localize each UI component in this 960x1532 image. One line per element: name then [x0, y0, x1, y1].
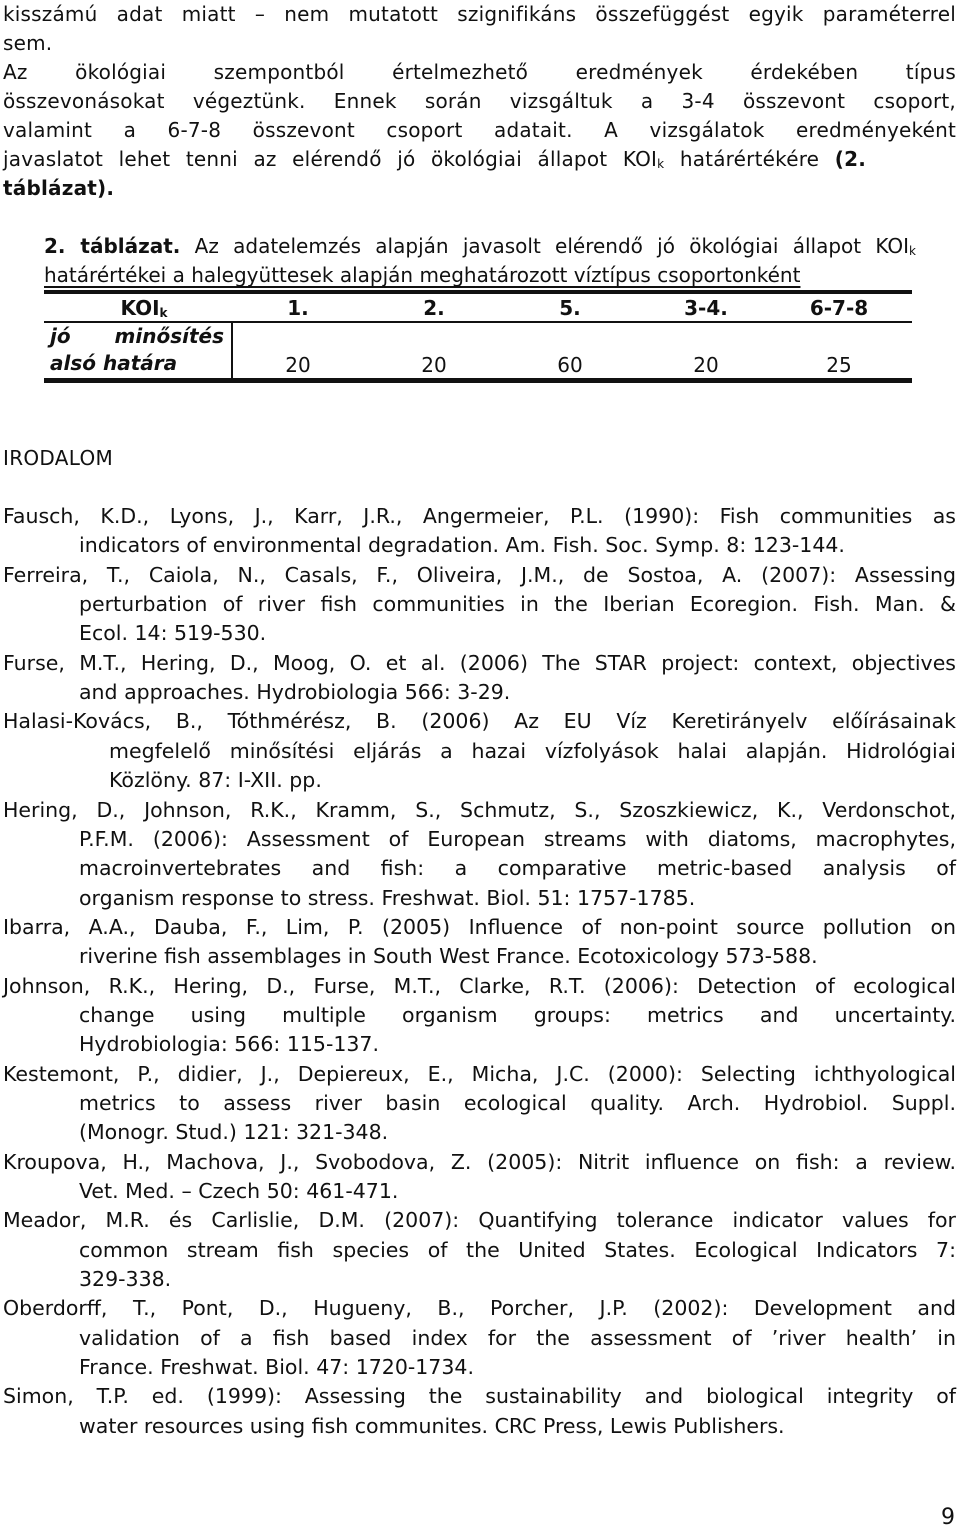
- intro-line-tail: határértékére: [664, 147, 835, 171]
- reference-entry-continuation: megfelelő minősítési eljárás a hazai vízfolyások halai alapján. Hidrológiai: [109, 739, 956, 763]
- reference-entry-continuation: water resources using fish communites. CRC Press, Lewis Publishers.: [79, 1414, 785, 1438]
- table-column-rule: [231, 323, 233, 380]
- reference-entry-first-line: Kroupova, H., Machova, J., Svobodova, Z. (2005): Nitrit influence on fish: a review.: [3, 1150, 956, 1174]
- reference-entry-continuation: validation of a fish based index for the assessment of ’river health’ in: [79, 1326, 956, 1350]
- reference-entry-continuation: macroinvertebrates and fish: a comparative metric-based analysis of: [79, 856, 956, 880]
- table-header-label: KOIk: [120, 296, 168, 320]
- reference-entry-continuation: 329-338.: [79, 1267, 172, 1291]
- reference-entry-first-line: Halasi-Kovács, B., Tóthmérész, B. (2006) Az EU Víz Keretirányelv előírásainak: [3, 709, 956, 733]
- reference-entry-continuation: organism response to stress. Freshwat. Biol. 51: 1757-1785.: [79, 886, 696, 910]
- table-header-cell: 6-7-8: [809, 296, 869, 320]
- table-header-cell: 2.: [423, 296, 445, 320]
- table-bottom-rule: [44, 378, 912, 383]
- table-reference: (2.: [834, 147, 867, 171]
- table-header-cell: 1.: [287, 296, 309, 320]
- table-reference: táblázat).: [3, 176, 115, 200]
- intro-line: sem.: [3, 31, 53, 55]
- subscript: k: [909, 244, 916, 258]
- threshold-table: [44, 290, 912, 384]
- table-value-cell: 60: [557, 353, 583, 377]
- intro-line-text: javaslatot lehet tenni az elérendő jó ökológiai állapot KOI: [3, 147, 658, 171]
- table-value-cell: 20: [421, 353, 447, 377]
- reference-entry-first-line: Hering, D., Johnson, R.K., Kramm, S., Schmutz, S., Szoszkiewicz, K., Verdonschot,: [3, 798, 956, 822]
- reference-entry-continuation: Vet. Med. – Czech 50: 461-471.: [79, 1179, 399, 1203]
- reference-entry-first-line: Simon, T.P. ed. (1999): Assessing the sustainability and biological integrity of: [3, 1384, 956, 1408]
- intro-line: összevonásokat végeztünk. Ennek során vizsgáltuk a 3-4 összevont csoport,: [3, 89, 956, 113]
- reference-entry-continuation: common stream fish species of the United States. Ecological Indicators 7:: [79, 1238, 956, 1262]
- reference-entry-first-line: Meador, M.R. és Carlislie, D.M. (2007): Quantifying tolerance indicator values for: [3, 1208, 956, 1232]
- table-caption-text: Az adatelemzés alapján javasolt elérendő jó ökológiai állapot KOI: [180, 234, 910, 258]
- reference-entry-continuation: Ecol. 14: 519-530.: [79, 621, 267, 645]
- reference-entry-continuation: change using multiple organism groups: metrics and uncertainty.: [79, 1003, 956, 1027]
- reference-entry-first-line: Fausch, K.D., Lyons, J., Karr, J.R., Angermeier, P.L. (1990): Fish communities as: [3, 504, 956, 528]
- table-caption-line2: határértékei a halegyüttesek alapján meghatározott víztípus csoportonként: [44, 263, 801, 287]
- reference-entry-first-line: Oberdorff, T., Pont, D., Hugueny, B., Porcher, J.P. (2002): Development and: [3, 1296, 956, 1320]
- reference-entry-continuation: metrics to assess river basin ecological quality. Arch. Hydrobiol. Suppl.: [79, 1091, 956, 1115]
- reference-entry-continuation: perturbation of river fish communities in the Iberian Ecoregion. Fish. Man. &: [79, 592, 956, 616]
- table-row-label: jó minősítés alsó határa: [50, 324, 224, 375]
- table-header-cell: 5.: [559, 296, 581, 320]
- table-value-cell: 20: [285, 353, 311, 377]
- reference-entry-continuation: (Monogr. Stud.) 121: 321-348.: [79, 1120, 389, 1144]
- intro-line: kisszámú adat miatt – nem mutatott szignifikáns összefüggést egyik paraméterrel: [3, 2, 956, 26]
- intro-line: valamint a 6-7-8 összevont csoport adatait. A vizsgálatok eredményeként: [3, 118, 956, 142]
- table-value-cell: 20: [693, 353, 719, 377]
- page-number: 9: [941, 1505, 955, 1530]
- table-top-rule: [44, 290, 912, 294]
- reference-entry-continuation: P.F.M. (2006): Assessment of European streams with diatoms, macrophytes,: [79, 827, 956, 851]
- reference-entry-first-line: Johnson, R.K., Hering, D., Furse, M.T., Clarke, R.T. (2006): Detection of ecological: [3, 974, 956, 998]
- reference-entry-continuation: Közlöny. 87: I-XII. pp.: [109, 768, 322, 792]
- intro-line: Az ökológiai szempontból értelmezhető eredmények érdekében típus: [3, 60, 956, 84]
- reference-entry-first-line: Ibarra, A.A., Dauba, F., Lim, P. (2005) Influence of non-point source pollution on: [3, 915, 956, 939]
- table-header-cell: 3-4.: [684, 296, 728, 320]
- reference-entry-first-line: Furse, M.T., Hering, D., Moog, O. et al. (2006) The STAR project: context, objectives: [3, 651, 956, 675]
- table-caption-number: 2. táblázat.: [44, 234, 181, 258]
- section-heading: IRODALOM: [3, 446, 114, 470]
- reference-entry-continuation: indicators of environmental degradation. Am. Fish. Soc. Symp. 8: 123-144.: [79, 533, 845, 557]
- reference-entry-continuation: riverine fish assemblages in South West France. Ecotoxicology 573-588.: [79, 944, 818, 968]
- reference-entry-continuation: Hydrobiologia: 566: 115-137.: [79, 1032, 379, 1056]
- table-value-cell: 25: [826, 353, 852, 377]
- reference-entry-continuation: and approaches. Hydrobiologia 566: 3-29.: [79, 680, 511, 704]
- subscript: k: [657, 157, 665, 171]
- reference-entry-first-line: Ferreira, T., Caiola, N., Casals, F., Oliveira, J.M., de Sostoa, A. (2007): Assessing: [3, 563, 956, 587]
- intro-line: [3, 145, 866, 179]
- reference-entry-first-line: Kestemont, P., didier, J., Depiereux, E., Micha, J.C. (2000): Selecting ichthyological: [3, 1062, 956, 1086]
- reference-entry-continuation: France. Freshwat. Biol. 47: 1720-1734.: [79, 1355, 474, 1379]
